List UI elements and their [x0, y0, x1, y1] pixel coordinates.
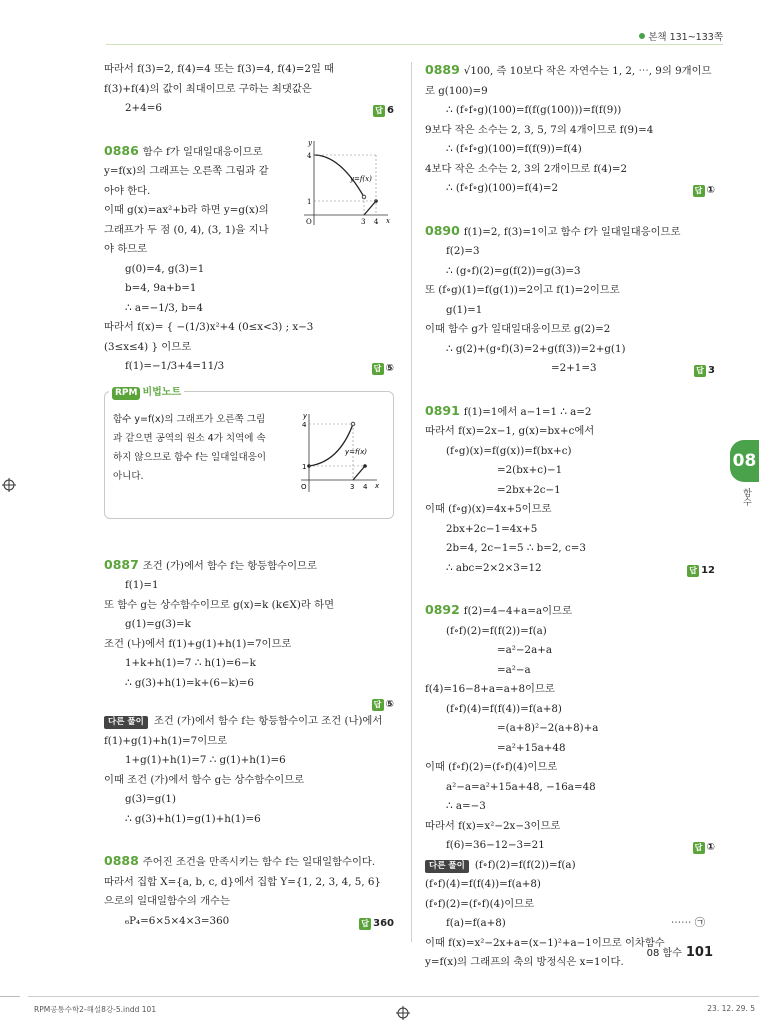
text-line: 다른 풀이 조건 (가)에서 함수 f는 항등함수이고 조건 (나)에서: [104, 712, 394, 732]
answer-mark: 답 ⑤: [372, 695, 394, 715]
answer-mark: 답 6: [373, 101, 394, 121]
problem-0889: [425, 60, 715, 199]
text-line: 9보다 작은 소수는 2, 3, 5, 7의 4개이므로 f(9)=4: [425, 123, 654, 136]
text-line: ∴ g(3)+h(1)=g(1)+h(1)=6: [125, 812, 261, 825]
text-line: a²−a=a²+15a+48, −16a=48: [446, 780, 596, 793]
text-line: 로 g(100)=9: [425, 84, 488, 97]
text-line: 하지 않으므로 함수 f는 일대일대응이: [113, 451, 267, 463]
text-line: 0887 조건 (가)에서 함수 f는 항등함수이므로: [104, 556, 317, 572]
answer-icon: 답: [687, 565, 699, 577]
answer-mark: 답 360: [359, 914, 394, 934]
alt-solution-badge: 다른 풀이: [425, 860, 469, 873]
text-line: g(3)=g(1): [125, 793, 176, 805]
text-line: f(1)+g(1)+h(1)=7이므로: [104, 734, 228, 747]
text-line: 0890 f(1)=2, f(3)=1이고 함수 f가 일대일대응이므로: [425, 222, 681, 238]
text-line: =(a+8)²−2(a+8)+a: [497, 722, 599, 734]
curve-label: y=f(x): [345, 447, 368, 456]
text-line: (f∘f)(2)=f(f(2))=f(a): [446, 624, 547, 637]
text-line: ∴ a=−1/3, b=4: [125, 301, 204, 314]
text-line: 따라서 f(x)= { −(1/3)x²+4 (0≤x<3) ; x−3 (3≤x≤4) } 이므로: [104, 321, 314, 353]
problem-number: 0892: [425, 602, 460, 617]
print-date: 23. 12. 29. 5: [707, 1004, 755, 1013]
crop-mark: [0, 996, 20, 997]
text-line: 함수 y=f(x)의 그래프가 오른쪽 그림: [113, 413, 266, 425]
text-line: f(a)=f(a+8) ⋯⋯ ㉠: [425, 914, 715, 934]
tick-label: 1: [307, 197, 312, 206]
line-segment: [364, 201, 376, 215]
answer-icon: 답: [372, 363, 384, 375]
text-line: g(0)=4, g(3)=1: [125, 262, 205, 275]
problem-number: 0891: [425, 402, 460, 418]
text-line: ∴ g(3)+h(1)=k+(6−k)=6: [125, 676, 254, 689]
tick-label: 4: [307, 151, 312, 160]
tick-label: O: [306, 217, 312, 226]
text-line: f(1)=1: [125, 579, 159, 591]
tick-label: 4: [363, 482, 368, 491]
tick-label: 4: [374, 217, 379, 226]
text-line: f(4)=16−8+a=a+8이므로: [425, 683, 555, 695]
text-line: 조건 (나)에서 f(1)+g(1)+h(1)=7이므로: [104, 637, 292, 650]
tick-label: 3: [361, 217, 366, 226]
tick-label: 1: [302, 462, 307, 471]
text-line: 따라서 f(3)=2, f(4)=4 또는 f(3)=4, f(4)=2일 때: [104, 63, 335, 75]
text-line: ₆P₄=6×5×4×3=360 답 360: [104, 912, 394, 932]
problem-0892: [425, 600, 715, 973]
answer-icon: 답: [693, 185, 705, 197]
text-line: f(1)=−1/3+4=11/3 답 ⑤: [104, 357, 394, 377]
chapter-tab-label: 함수: [741, 488, 751, 506]
text-line: 0891 f(1)=1에서 a−1=1 ∴ a=2: [425, 402, 592, 418]
problem-0890: [425, 221, 715, 379]
answer-mark: 답 ⑤: [372, 359, 394, 379]
answer-icon: 답: [694, 365, 706, 377]
text-line: 아니다.: [113, 470, 144, 482]
text-line: =a²−2a+a: [497, 644, 552, 656]
answer-mark: 답 3: [694, 361, 715, 381]
equation-marker: ⋯⋯ ㉠: [670, 917, 705, 929]
tick-label: 4: [302, 420, 307, 429]
header-rule: [106, 44, 723, 45]
problem-number: 0889: [425, 62, 460, 77]
problem-number: 0890: [425, 222, 460, 238]
curve-label: y=f(x): [350, 174, 372, 183]
chapter-label: 08 함수: [646, 948, 682, 959]
text-line: 이때 f(x)=x²−2x+a=(x−1)²+a−1이므로 이차함수: [425, 936, 665, 949]
text-line: 1+g(1)+h(1)=7 ∴ g(1)+h(1)=6: [125, 754, 286, 766]
text-line: 2b=4, 2c−1=5 ∴ b=2, c=3: [446, 542, 586, 554]
registration-mark-icon: [2, 478, 16, 492]
text-line: 이때 g(x)=ax²+b라 하면 y=g(x)의: [104, 204, 269, 216]
answer-icon: 답: [372, 699, 384, 711]
answer-mark: 답 ①: [693, 838, 715, 858]
note-text: [113, 410, 303, 486]
text-line: 따라서 f(x)=x²−2x−3이므로: [425, 819, 561, 832]
text-line: ∴ a=−3: [446, 800, 486, 812]
line-segment: [353, 466, 365, 480]
page-footer: [647, 944, 713, 960]
answer-mark: 답 12: [687, 561, 715, 581]
text-line: 4보다 작은 소수는 2, 3의 2개이므로 f(4)=2: [425, 162, 628, 175]
text-line: =2bx+2c−1: [497, 483, 561, 496]
left-column: [104, 60, 394, 931]
tick-label: 3: [350, 482, 355, 491]
axis-label: y: [303, 411, 308, 420]
text-line: g(1)=g(3)=k: [125, 618, 191, 630]
text-line: 그래프가 두 점 (0, 4), (3, 1)을 지나: [104, 223, 269, 236]
text-line: 과 같으면 공역의 원소 4가 치역에 속: [113, 432, 266, 444]
problem-0886: [104, 138, 394, 377]
text-line: f(3)+f(4)의 값이 최대이므로 구하는 최댓값은: [104, 82, 312, 95]
answer-icon: 답: [373, 105, 385, 117]
function-graph: [300, 137, 392, 227]
problem-number: 0887: [104, 556, 139, 572]
text-line: ∴ g(2)+(g∘f)(3)=2+g(f(3))=2+g(1): [446, 342, 626, 355]
text-line: g(1)=1: [446, 303, 483, 316]
column-divider: [411, 62, 412, 942]
text-line: 으로의 일대일함수의 개수는: [104, 895, 230, 907]
text-line: 이때 (f∘f)(2)=(f∘f)(4)이므로: [425, 761, 558, 773]
text-line: 0886 함수 f가 일대일대응이므로: [104, 142, 263, 158]
text-line: ∴ abc=2×2×3=12 답 12: [425, 559, 715, 579]
answer-icon: 답: [359, 918, 371, 930]
rpm-note-box: [104, 386, 394, 519]
curve: [309, 424, 353, 466]
axis-label: x: [386, 216, 390, 225]
tick-label: O: [301, 482, 307, 491]
problem-0887: [104, 555, 394, 830]
chapter-tab: 08: [730, 440, 759, 482]
text-line: 2+4=6 답 6: [104, 99, 394, 119]
alt-solution-badge: 다른 풀이: [104, 716, 148, 729]
text-line: f(6)=36−12−3=21 답 ①: [425, 836, 715, 856]
text-line: ∴ (g∘f)(2)=g(f(2))=g(3)=3: [446, 264, 581, 277]
page-number: 101: [685, 945, 713, 960]
text-line: 따라서 f(x)=2x−1, g(x)=bx+c에서: [425, 425, 595, 437]
text-line: 따라서 집합 X={a, b, c, d}에서 집합 Y={1, 2, 3, 4, 5, 6}: [104, 875, 381, 888]
problem-0888: [104, 851, 394, 931]
text-line: 0889 √100, 즉 10보다 작은 자연수는 1, 2, ⋯, 9의 9개이므: [425, 62, 712, 77]
axis-label: y: [308, 138, 312, 147]
text-line: 이때 (f∘g)(x)=4x+5이므로: [425, 503, 552, 515]
bullet-icon: [639, 33, 645, 39]
text-line: 2bx+2c−1=4x+5: [446, 522, 538, 535]
text-line: 0892 f(2)=4−4+a=a이므로: [425, 602, 572, 617]
text-line: y=f(x)의 그래프는 오른쪽 그림과 같: [104, 165, 269, 177]
registration-mark-icon: [396, 1006, 410, 1020]
problem-0891: [425, 401, 715, 579]
text-line: b=4, 9a+b=1: [125, 282, 197, 294]
problem-number: 0888: [104, 853, 139, 868]
note-graph: [297, 410, 381, 498]
text-line: =a²−a: [497, 663, 531, 676]
rpm-logo: RPM: [112, 387, 140, 400]
text-line: 이때 조건 (가)에서 함수 g는 상수함수이므로: [104, 773, 305, 786]
text-line: =a²+15a+48: [497, 741, 566, 754]
text-line: ∴ (f∘f∘g)(100)=f(f(g(100)))=f(f(9)): [446, 104, 622, 116]
text-line: =2(bx+c)−1: [497, 464, 563, 476]
text-line: [104, 693, 394, 712]
text-line: (f∘f)(4)=f(f(4))=f(a+8): [446, 702, 562, 715]
text-line: 0888 주어진 조건을 만족시키는 함수 f는 일대일함수이다.: [104, 853, 376, 868]
header-page-ref: 본책 131~133쪽: [639, 29, 723, 43]
text-line: 또 (f∘g)(1)=f(g(1))=2이고 f(1)=2이므로: [425, 284, 620, 296]
text-line: 이때 함수 g가 일대일대응이므로 g(2)=2: [425, 323, 611, 335]
problem-number: 0886: [104, 142, 139, 158]
text-line: (f∘f)(2)=(f∘f)(4)이므로: [425, 897, 535, 910]
text-line: 야 하므로: [104, 243, 148, 255]
text-line: (f∘f)(4)=f(f(4))=f(a+8): [425, 878, 541, 890]
text-line: 1+k+h(1)=7 ∴ h(1)=6−k: [125, 657, 256, 669]
answer-icon: 답: [693, 842, 705, 854]
text-line: 다른 풀이 (f∘f)(2)=f(f(2))=f(a): [425, 856, 715, 876]
text-line: =2+1=3 답 3: [425, 359, 715, 379]
answer-mark: 답 ①: [693, 181, 715, 201]
text-line: (f∘g)(x)=f(g(x))=f(bx+c): [446, 444, 572, 457]
slug-rule: [28, 996, 759, 997]
text-line: 아야 한다.: [104, 184, 151, 197]
axis-label: x: [375, 481, 380, 490]
text-line: 또 함수 g는 상수함수이므로 g(x)=k (k∈X)라 하면: [104, 598, 335, 611]
text-line: ∴ (f∘f∘g)(100)=f(f(9))=f(4): [446, 143, 582, 155]
text-line: ∴ (f∘f∘g)(100)=f(4)=2 답 ①: [425, 179, 715, 199]
text-line: f(2)=3: [446, 245, 480, 257]
file-info: RPM공통수학2-해설8강-5.indd 101: [34, 1005, 157, 1014]
text-line: y=f(x)의 그래프의 축의 방정식은 x=1이다.: [425, 956, 624, 968]
note-title: RPM 비법노트: [109, 383, 184, 402]
right-column: [425, 60, 715, 973]
